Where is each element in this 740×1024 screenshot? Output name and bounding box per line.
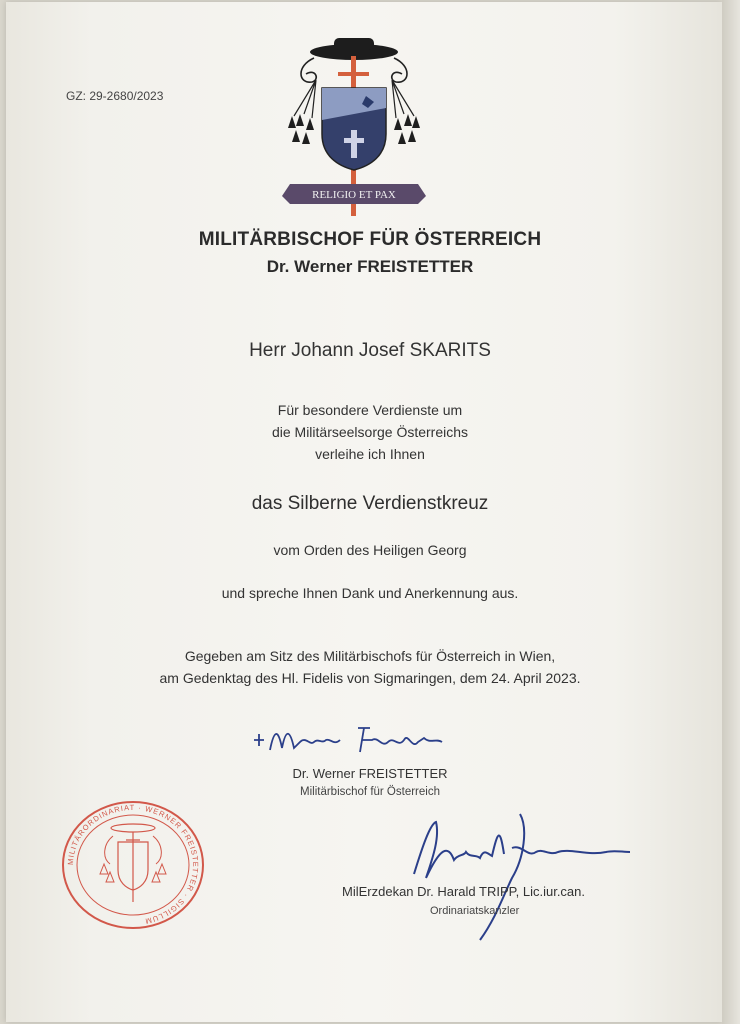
body-line-1: Für besondere Verdienste um bbox=[277, 402, 463, 418]
thanks-line: und spreche Ihnen Dank und Anerkennung aus. bbox=[221, 585, 519, 601]
signatory2-title: Ordinariatskanzler bbox=[430, 905, 520, 917]
signatory2-name: MilErzdekan Dr. Harald TRIPP, Lic.iur.can. bbox=[342, 884, 586, 899]
reference-number: GZ: 29-2680/2023 bbox=[66, 89, 164, 103]
body-line-2: die Militärseelsorge Österreichs bbox=[271, 424, 469, 440]
signatory1-name: Dr. Werner FREISTETTER bbox=[292, 766, 448, 781]
official-seal-icon bbox=[58, 798, 208, 933]
kanzler-signature bbox=[400, 808, 640, 948]
coat-of-arms-icon bbox=[276, 34, 432, 220]
order-line: vom Orden des Heiligen Georg bbox=[273, 542, 467, 558]
signatory1-title: Militärbischof für Österreich bbox=[300, 786, 440, 798]
motto-text: RELIGIO ET PAX bbox=[312, 189, 396, 201]
body-line-3: verleihe ich Ihnen bbox=[315, 446, 425, 462]
issuer-name: Dr. Werner FREISTETTER bbox=[266, 257, 474, 276]
issuer-title: MILITÄRBISCHOF FÜR ÖSTERREICH bbox=[198, 229, 542, 250]
bishop-signature bbox=[248, 720, 458, 760]
seal-text: MILITÄRORDINARIAT · WERNER FREISTETTER · SIGILLUM bbox=[65, 802, 201, 926]
given-line-1: Gegeben am Sitz des Militärbischofs für Österreich in Wien, bbox=[184, 648, 556, 664]
given-line-2: am Gedenktag des Hl. Fidelis von Sigmaringen, dem 24. April 2023. bbox=[159, 670, 581, 686]
award-title: das Silberne Verdienstkreuz bbox=[251, 493, 489, 514]
recipient-name: Herr Johann Josef SKARITS bbox=[249, 340, 491, 361]
